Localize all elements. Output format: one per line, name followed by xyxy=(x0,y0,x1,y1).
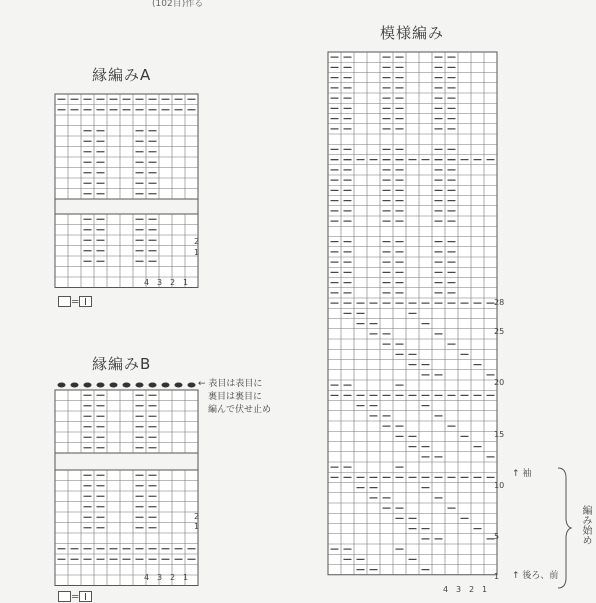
chart-a-col-label-2: 2 xyxy=(169,278,176,287)
bind-off-mark xyxy=(136,383,144,388)
chart-b-grid xyxy=(55,383,198,586)
chart-b-title: 縁編みB xyxy=(92,355,152,373)
chart-b-note-line-3: 編んで伏せ止め xyxy=(208,405,272,415)
legend-a-equals: = xyxy=(71,296,80,308)
main-row-label-20: 20 xyxy=(494,378,505,387)
legend-b-equals: = xyxy=(71,591,80,603)
top-note: (102目)作る xyxy=(152,0,204,9)
knit-stitch-symbol-icon xyxy=(79,296,92,307)
main-row-label-15: 15 xyxy=(494,430,505,439)
chart-b-col-label-2: 2 xyxy=(169,573,176,582)
chart-a-row-label-1: 1 xyxy=(194,248,200,257)
main-col-label-1: 1 xyxy=(481,585,488,594)
main-row-label-25: 25 xyxy=(494,327,505,336)
main-row-label-10: 10 xyxy=(494,481,505,490)
chart-a-title: 縁編みA xyxy=(92,66,152,84)
main-row-label-1: 1 xyxy=(494,572,500,581)
chart-b-col-label-4: 4 xyxy=(143,573,150,582)
blank-square-icon xyxy=(58,296,71,307)
chart-b-note xyxy=(198,378,271,417)
knit-stitch-symbol-icon xyxy=(79,591,92,602)
bind-off-mark xyxy=(71,383,79,388)
chart-a-grid xyxy=(55,94,198,288)
chart-b-col-label-3: 3 xyxy=(156,573,163,582)
chart-a-col-label-1: 1 xyxy=(182,278,189,287)
bind-off-mark xyxy=(58,383,66,388)
blank-square-icon xyxy=(58,591,71,602)
chart-b-note-line-2: 裏目は裏目に xyxy=(208,392,263,402)
bind-off-mark xyxy=(84,383,92,388)
chart-b-col-label-1: 1 xyxy=(182,573,189,582)
chart-a-col-label-4: 4 xyxy=(143,278,150,287)
chart-b-note-line-1: ← 表目は表目に xyxy=(198,379,263,389)
bind-off-mark xyxy=(110,383,118,388)
bind-off-mark xyxy=(123,383,131,388)
arrow-sleeve: ↑ 袖 xyxy=(512,469,532,479)
legend-b xyxy=(58,591,92,603)
main-row-label-28: 28 xyxy=(494,298,505,307)
main-col-label-2: 2 xyxy=(468,585,475,594)
arrow-back-front: ↑ 後ろ、前 xyxy=(512,571,559,581)
chart-a-row-label-2: 2 xyxy=(194,237,200,246)
bind-off-mark xyxy=(97,383,105,388)
bracket-label: 編み始め xyxy=(580,505,591,545)
chart-a-col-label-3: 3 xyxy=(156,278,163,287)
chart-b-row-label-1: 1 xyxy=(194,522,200,531)
bind-off-mark xyxy=(162,383,170,388)
chart-b-row-label-2: 2 xyxy=(194,512,200,521)
bind-off-mark xyxy=(188,383,196,388)
bracket-icon xyxy=(556,466,572,590)
bind-off-mark xyxy=(175,383,183,388)
main-col-label-3: 3 xyxy=(455,585,462,594)
bind-off-mark xyxy=(149,383,157,388)
main-col-label-4: 4 xyxy=(442,585,449,594)
chart-main-title: 模様編み xyxy=(380,24,445,42)
main-row-label-5: 5 xyxy=(494,532,500,541)
legend-a xyxy=(58,296,92,308)
